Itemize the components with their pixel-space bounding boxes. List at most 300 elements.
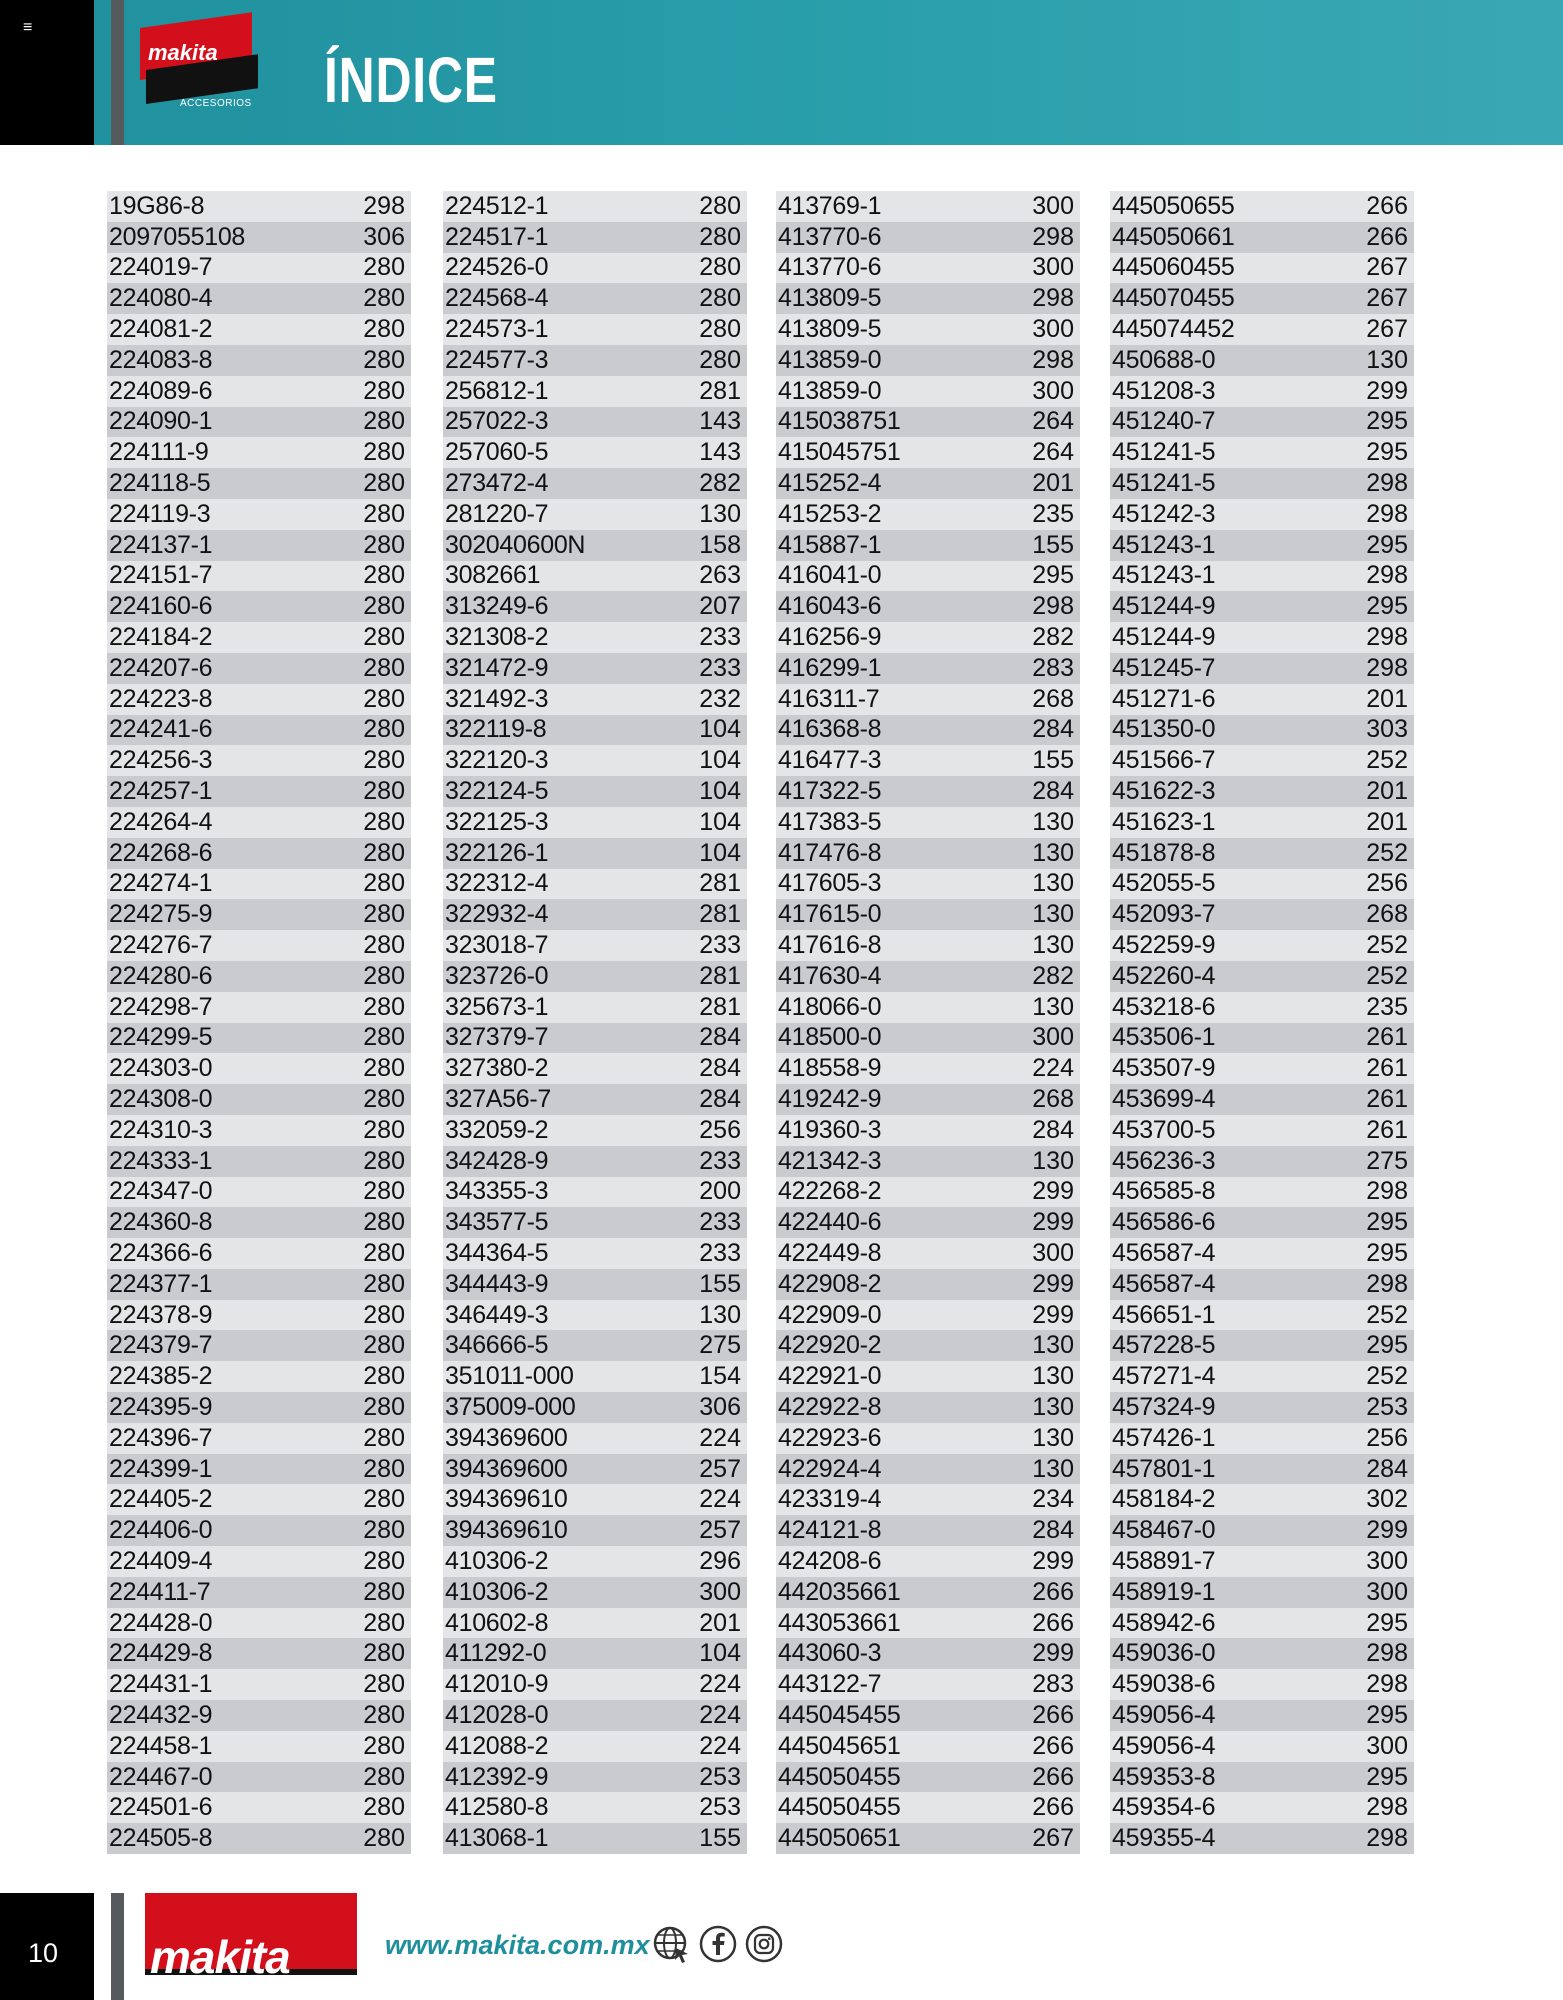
index-row [443, 283, 747, 314]
index-row [776, 1115, 1080, 1146]
index-row [443, 1146, 747, 1177]
index-column-2 [443, 191, 747, 1854]
part-number: 417383-5 [778, 807, 882, 836]
part-number: 451566-7 [1112, 746, 1216, 775]
page-ref: 280 [363, 623, 405, 652]
page-ref: 130 [1032, 838, 1074, 867]
index-row [107, 1577, 411, 1608]
index-row [776, 1146, 1080, 1177]
page-ref: 284 [699, 1023, 741, 1052]
part-number: 224080-4 [109, 284, 213, 313]
part-number: 257022-3 [445, 407, 549, 436]
part-number: 459056-4 [1112, 1731, 1216, 1760]
index-row [776, 345, 1080, 376]
index-row [1110, 253, 1414, 284]
page-ref: 280 [363, 1023, 405, 1052]
part-number: 451623-1 [1112, 807, 1216, 836]
page-ref: 280 [363, 1331, 405, 1360]
page-ref: 266 [1032, 1577, 1074, 1606]
page-ref: 280 [699, 253, 741, 282]
part-number: 411292-0 [445, 1639, 547, 1668]
part-number: 451350-0 [1112, 715, 1216, 744]
part-number: 451240-7 [1112, 407, 1216, 436]
part-number: 224137-1 [109, 530, 213, 559]
page-ref: 130 [699, 1300, 741, 1329]
index-row [776, 838, 1080, 869]
index-row [1110, 838, 1414, 869]
part-number: 322126-1 [445, 838, 549, 867]
page-ref: 130 [1032, 1331, 1074, 1360]
page-ref: 295 [1366, 1331, 1408, 1360]
page-ref: 280 [363, 807, 405, 836]
part-number: 459036-0 [1112, 1639, 1216, 1668]
index-row [107, 1300, 411, 1331]
page-ref: 280 [363, 592, 405, 621]
index-row [776, 437, 1080, 468]
part-number: 224310-3 [109, 1115, 213, 1144]
part-number: 224458-1 [109, 1731, 213, 1760]
index-row [1110, 1577, 1414, 1608]
index-row [1110, 1454, 1414, 1485]
index-row [443, 1207, 747, 1238]
part-number: 451244-9 [1112, 592, 1216, 621]
page-ref: 130 [1366, 345, 1408, 374]
index-row [776, 1023, 1080, 1054]
index-row [443, 1330, 747, 1361]
index-row [107, 1084, 411, 1115]
page-ref: 298 [1366, 499, 1408, 528]
part-number: 394369600 [445, 1454, 568, 1483]
page-ref: 130 [1032, 1423, 1074, 1452]
page-ref: 281 [699, 900, 741, 929]
index-row [443, 191, 747, 222]
page-ref: 280 [363, 1516, 405, 1545]
page-ref: 298 [1366, 1269, 1408, 1298]
page-ref: 257 [699, 1516, 741, 1545]
part-number: 412088-2 [445, 1731, 549, 1760]
part-number: 224395-9 [109, 1392, 213, 1421]
page-ref: 280 [363, 407, 405, 436]
page-ref: 284 [1032, 1115, 1074, 1144]
page-ref: 300 [1032, 253, 1074, 282]
part-number: 458891-7 [1112, 1546, 1216, 1575]
page-ref: 280 [363, 1208, 405, 1237]
page-number: 10 [28, 1938, 59, 1968]
page-ref: 266 [1366, 222, 1408, 251]
page-ref: 155 [699, 1269, 741, 1298]
index-row [107, 345, 411, 376]
index-row [1110, 1423, 1414, 1454]
page-ref: 224 [699, 1670, 741, 1699]
part-number: 302040600N [445, 530, 586, 559]
page-ref: 280 [363, 1793, 405, 1822]
part-number: 224360-8 [109, 1208, 213, 1237]
part-number: 256812-1 [445, 376, 549, 405]
index-row [107, 499, 411, 530]
page-ref: 298 [1366, 623, 1408, 652]
page-ref: 130 [1032, 1392, 1074, 1421]
part-number: 224517-1 [445, 222, 549, 251]
page-ref: 275 [699, 1331, 741, 1360]
page-ref: 224 [699, 1700, 741, 1729]
page-ref: 299 [1366, 376, 1408, 405]
part-number: 351011-000 [445, 1362, 574, 1391]
part-number: 417605-3 [778, 869, 882, 898]
index-row [107, 838, 411, 869]
index-row [107, 1238, 411, 1269]
part-number: 445050661 [1112, 222, 1235, 251]
page-ref: 280 [363, 530, 405, 559]
index-row [107, 1330, 411, 1361]
part-number: 224411-7 [109, 1577, 211, 1606]
index-row [107, 1361, 411, 1392]
part-number: 418066-0 [778, 992, 882, 1021]
index-row [1110, 561, 1414, 592]
part-number: 451622-3 [1112, 777, 1216, 806]
page-ref: 280 [363, 777, 405, 806]
page-ref: 298 [1366, 1793, 1408, 1822]
part-number: 422909-0 [778, 1300, 882, 1329]
page-ref: 298 [1032, 284, 1074, 313]
index-row [107, 376, 411, 407]
index-row [443, 715, 747, 746]
index-row [443, 1638, 747, 1669]
page-ref: 295 [1366, 592, 1408, 621]
part-number: 415045751 [778, 438, 901, 467]
index-row [776, 1577, 1080, 1608]
page-ref: 130 [1032, 931, 1074, 960]
index-row [1110, 776, 1414, 807]
page-ref: 235 [1032, 499, 1074, 528]
index-row [1110, 961, 1414, 992]
page-ref: 299 [1032, 1300, 1074, 1329]
index-row [776, 1207, 1080, 1238]
index-row [107, 653, 411, 684]
part-number: 273472-4 [445, 469, 549, 498]
part-number: 445060455 [1112, 253, 1235, 282]
part-number: 224111-9 [109, 438, 209, 467]
page-ref: 252 [1366, 1362, 1408, 1391]
part-number: 224089-6 [109, 376, 213, 405]
part-number: 457271-4 [1112, 1362, 1216, 1391]
index-row [443, 1484, 747, 1515]
part-number: 224379-7 [109, 1331, 213, 1360]
part-number: 415887-1 [778, 530, 882, 559]
index-row [1110, 1361, 1414, 1392]
index-row [776, 1238, 1080, 1269]
index-column-4 [1110, 191, 1414, 1854]
page-ref: 104 [699, 777, 741, 806]
page-ref: 298 [1032, 222, 1074, 251]
index-row [443, 1392, 747, 1423]
facebook-icon[interactable] [698, 1924, 738, 1964]
index-row [1110, 1053, 1414, 1084]
page-ref: 306 [699, 1392, 741, 1421]
page-ref: 298 [1366, 469, 1408, 498]
page-ref: 302 [1366, 1485, 1408, 1514]
index-row [107, 1792, 411, 1823]
index-row [443, 653, 747, 684]
index-row [1110, 1300, 1414, 1331]
part-number: 445050455 [778, 1793, 901, 1822]
makita-accesorios-logo [140, 28, 258, 108]
page-ref: 280 [363, 1423, 405, 1452]
index-row [1110, 1177, 1414, 1208]
page-ref: 282 [1032, 623, 1074, 652]
page-ref: 252 [1366, 746, 1408, 775]
part-number: 451208-3 [1112, 376, 1216, 405]
part-number: 346666-5 [445, 1331, 549, 1360]
index-row [443, 561, 747, 592]
part-number: 445070455 [1112, 284, 1235, 313]
index-row [107, 1608, 411, 1639]
part-number: 457324-9 [1112, 1392, 1216, 1421]
page-ref: 280 [363, 838, 405, 867]
index-row [107, 1269, 411, 1300]
part-number: 417322-5 [778, 777, 882, 806]
page-ref: 306 [363, 222, 405, 251]
part-number: 415038751 [778, 407, 901, 436]
index-row [776, 1792, 1080, 1823]
page-ref: 280 [363, 1454, 405, 1483]
index-row [776, 1053, 1080, 1084]
part-number: 445050655 [1112, 191, 1235, 220]
index-row [776, 1392, 1080, 1423]
index-row [1110, 1731, 1414, 1762]
page-ref: 252 [1366, 931, 1408, 960]
page-ref: 266 [1032, 1608, 1074, 1637]
part-number: 445045455 [778, 1700, 901, 1729]
page-ref: 280 [699, 284, 741, 313]
page-ref: 280 [363, 715, 405, 744]
part-number: 224276-7 [109, 931, 213, 960]
index-row [107, 899, 411, 930]
part-number: 321492-3 [445, 684, 549, 713]
page-ref: 104 [699, 838, 741, 867]
part-number: 323726-0 [445, 961, 549, 990]
part-number: 19G86-8 [109, 191, 205, 220]
index-row [443, 1546, 747, 1577]
page-ref: 280 [363, 1670, 405, 1699]
part-number: 418558-9 [778, 1054, 882, 1083]
index-row [1110, 591, 1414, 622]
part-number: 459038-6 [1112, 1670, 1216, 1699]
part-number: 224223-8 [109, 684, 213, 713]
page-ref: 284 [699, 1054, 741, 1083]
page-ref: 280 [699, 345, 741, 374]
index-row [1110, 1608, 1414, 1639]
index-row [443, 468, 747, 499]
part-number: 451241-5 [1112, 438, 1216, 467]
page-ref: 104 [699, 807, 741, 836]
index-row [107, 1115, 411, 1146]
page-ref: 280 [363, 253, 405, 282]
page-ref: 201 [1366, 777, 1408, 806]
index-row [443, 684, 747, 715]
header-stripe [111, 0, 124, 145]
index-row [443, 1515, 747, 1546]
page-ref: 280 [363, 1392, 405, 1421]
page-ref: 252 [1366, 1300, 1408, 1329]
part-number: 417615-0 [778, 900, 882, 929]
page-ref: 300 [1032, 1023, 1074, 1052]
website-link[interactable]: www.makita.com.mx [385, 1930, 650, 1960]
part-number: 422920-2 [778, 1331, 882, 1360]
index-row [1110, 930, 1414, 961]
page-ref: 130 [1032, 869, 1074, 898]
page-ref: 201 [1032, 469, 1074, 498]
part-number: 322120-3 [445, 746, 549, 775]
part-number: 224184-2 [109, 623, 213, 652]
part-number: 224573-1 [445, 315, 549, 344]
page-ref: 264 [1032, 407, 1074, 436]
page-ref: 234 [1032, 1485, 1074, 1514]
page-ref: 281 [699, 869, 741, 898]
part-number: 327380-2 [445, 1054, 549, 1083]
part-number: 321472-9 [445, 653, 549, 682]
index-row [443, 899, 747, 930]
part-number: 443053661 [778, 1608, 901, 1637]
page-ref: 280 [363, 1054, 405, 1083]
index-row [107, 715, 411, 746]
index-row [1110, 1792, 1414, 1823]
index-row [776, 1823, 1080, 1854]
index-row [443, 745, 747, 776]
menu-icon[interactable]: ≡ [23, 19, 33, 36]
page-ref: 299 [1032, 1208, 1074, 1237]
index-row [1110, 1023, 1414, 1054]
index-row [776, 1546, 1080, 1577]
part-number: 416477-3 [778, 746, 882, 775]
part-number: 451271-6 [1112, 684, 1216, 713]
part-number: 453218-6 [1112, 992, 1216, 1021]
index-row [107, 1731, 411, 1762]
part-number: 257060-5 [445, 438, 549, 467]
page-ref: 253 [1366, 1392, 1408, 1421]
index-row [107, 1392, 411, 1423]
part-number: 413809-5 [778, 284, 882, 313]
index-row [776, 1300, 1080, 1331]
part-number: 413068-1 [445, 1824, 549, 1853]
part-number: 343355-3 [445, 1177, 549, 1206]
part-number: 343577-5 [445, 1208, 549, 1237]
index-row [776, 715, 1080, 746]
page-ref: 130 [699, 499, 741, 528]
index-row [1110, 283, 1414, 314]
part-number: 452055-5 [1112, 869, 1216, 898]
index-row [443, 1238, 747, 1269]
page-ref: 266 [1032, 1793, 1074, 1822]
part-number: 451243-1 [1112, 530, 1216, 559]
part-number: 417630-4 [778, 961, 882, 990]
index-row [107, 222, 411, 253]
part-number: 452259-9 [1112, 931, 1216, 960]
index-row [776, 1638, 1080, 1669]
part-number: 422921-0 [778, 1362, 882, 1391]
part-number: 451242-3 [1112, 499, 1216, 528]
page-ref: 280 [363, 1177, 405, 1206]
page-title: ÍNDICE [324, 44, 498, 116]
part-number: 413859-0 [778, 376, 882, 405]
index-row [776, 1330, 1080, 1361]
page-ref: 280 [363, 961, 405, 990]
page-ref: 299 [1032, 1639, 1074, 1668]
part-number: 322124-5 [445, 777, 549, 806]
part-number: 224160-6 [109, 592, 213, 621]
index-row [443, 622, 747, 653]
index-row [1110, 1392, 1414, 1423]
web-icon[interactable] [652, 1924, 692, 1964]
page-ref: 266 [1032, 1762, 1074, 1791]
part-number: 224431-1 [109, 1670, 213, 1699]
index-row [443, 869, 747, 900]
part-number: 419242-9 [778, 1085, 882, 1113]
page-ref: 298 [1032, 592, 1074, 621]
part-number: 424208-6 [778, 1546, 882, 1575]
index-row [1110, 899, 1414, 930]
part-number: 457426-1 [1112, 1423, 1216, 1452]
part-number: 457228-5 [1112, 1331, 1216, 1360]
page-ref: 298 [363, 191, 405, 220]
page-ref: 280 [363, 376, 405, 405]
page-ref: 143 [699, 407, 741, 436]
index-row [1110, 1823, 1414, 1854]
index-row [776, 622, 1080, 653]
index-row [1110, 1146, 1414, 1177]
page-ref: 130 [1032, 1146, 1074, 1175]
index-row [107, 1146, 411, 1177]
part-number: 459056-4 [1112, 1700, 1216, 1729]
page-ref: 295 [1366, 1238, 1408, 1267]
index-row [776, 807, 1080, 838]
part-number: 422268-2 [778, 1177, 882, 1206]
index-row [1110, 1330, 1414, 1361]
page-ref: 143 [699, 438, 741, 467]
page-ref: 224 [699, 1731, 741, 1760]
page-ref: 267 [1032, 1824, 1074, 1853]
index-row [776, 1731, 1080, 1762]
part-number: 224118-5 [109, 469, 211, 498]
part-number: 224151-7 [109, 561, 213, 590]
page-ref: 298 [1366, 1670, 1408, 1699]
page-ref: 233 [699, 1208, 741, 1237]
page-ref: 280 [699, 315, 741, 344]
index-row [443, 1762, 747, 1793]
index-row [443, 314, 747, 345]
instagram-icon[interactable] [744, 1924, 784, 1964]
index-row [107, 992, 411, 1023]
index-row [1110, 499, 1414, 530]
index-row [1110, 715, 1414, 746]
index-row [107, 869, 411, 900]
page-ref: 295 [1032, 561, 1074, 590]
part-number: 452093-7 [1112, 900, 1216, 929]
page-ref: 280 [363, 1762, 405, 1791]
part-number: 419360-3 [778, 1115, 882, 1144]
part-number: 422908-2 [778, 1269, 882, 1298]
index-row [443, 345, 747, 376]
page-ref: 280 [363, 746, 405, 775]
page-ref: 298 [1032, 345, 1074, 374]
page-ref: 233 [699, 1146, 741, 1175]
page-ref: 266 [1032, 1731, 1074, 1760]
page-ref: 300 [699, 1577, 741, 1606]
page-ref: 158 [699, 530, 741, 559]
page-ref: 295 [1366, 530, 1408, 559]
part-number: 413769-1 [778, 191, 882, 220]
index-row [776, 653, 1080, 684]
page-ref: 295 [1366, 1700, 1408, 1729]
